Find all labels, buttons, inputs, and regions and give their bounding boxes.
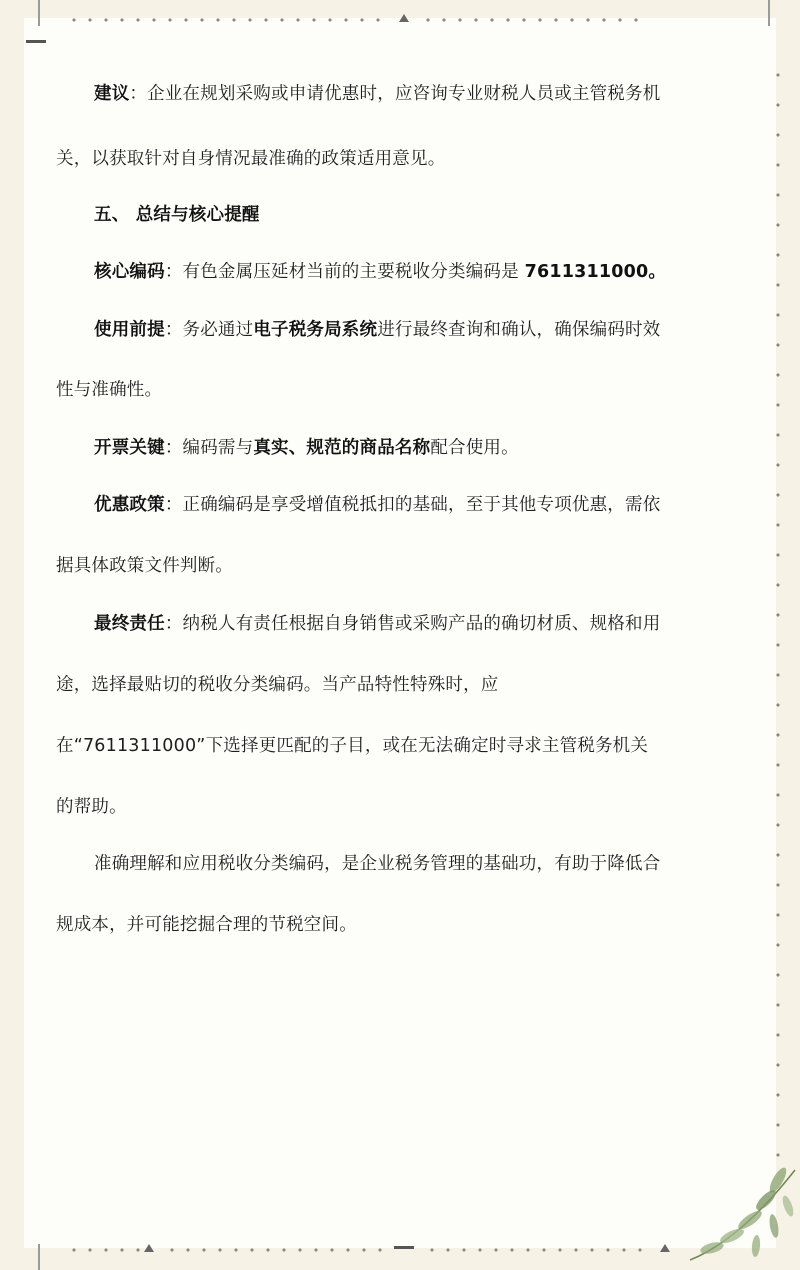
bottom-triangle-icon-1 — [144, 1244, 154, 1252]
text-span: ：有色金属压延材当前的主要税收分类编码是 — [164, 262, 525, 282]
text-span: ：正确编码是享受增值税抵扣的基础，至于其他专项优惠，需依 — [164, 495, 661, 515]
frame-corner-tl — [38, 0, 40, 26]
text-span: 配合使用。 — [430, 438, 519, 458]
bottom-dot-row-3 — [424, 1248, 654, 1252]
paragraph-responsibility-line-3: 在“7611311000”下选择更匹配的子目，或在无法确定时寻求主管税务机关 — [56, 736, 649, 756]
leaf-branch-icon — [670, 1160, 800, 1270]
label-premise: 使用前提 — [94, 320, 165, 340]
label-advice: 建议 — [94, 84, 130, 104]
paragraph-responsibility-line-1 — [56, 610, 660, 635]
text-span: ：编码需与 — [164, 438, 254, 458]
right-dot-column — [776, 60, 780, 1180]
label-responsibility: 最终责任 — [94, 614, 165, 634]
label-policy: 优惠政策 — [94, 495, 165, 515]
paragraph-conclusion-line-1: 准确理解和应用税收分类编码，是企业税务管理的基础功，有助于降低合 — [94, 854, 661, 874]
etax-system-term: 电子税务局系统 — [253, 320, 378, 340]
paragraph-advice-line-1 — [56, 80, 660, 105]
paragraph-premise-line-1 — [56, 316, 660, 341]
text-span: ：企业在规划采购或申请优惠时，应咨询专业财税人员或主管税务机 — [129, 84, 661, 104]
paragraph-invoice-key — [56, 434, 519, 459]
bottom-triangle-icon-2 — [660, 1244, 670, 1252]
paragraph-advice-line-2: 关，以获取针对自身情况最准确的政策适用意见。 — [56, 149, 446, 169]
paragraph-premise-line-2: 性与准确性。 — [56, 380, 163, 400]
top-triangle-icon — [399, 14, 409, 22]
top-dot-row-right — [420, 18, 650, 22]
bottom-dot-row-2 — [164, 1248, 386, 1252]
paragraph-conclusion-line-2: 规成本，并可能挖掘合理的节税空间。 — [56, 915, 357, 935]
tax-code-value: 7611311000。 — [524, 262, 667, 282]
bottom-dot-row-1 — [66, 1248, 142, 1252]
label-invoice-key: 开票关键 — [94, 438, 165, 458]
section-heading: 五、 总结与核心提醒 — [94, 205, 260, 225]
frame-dash-left — [26, 40, 46, 43]
product-name-term: 真实、规范的商品名称 — [253, 438, 431, 458]
paragraph-responsibility-line-2: 途，选择最贴切的税收分类编码。当产品特性特殊时，应 — [56, 675, 499, 695]
label-core-code: 核心编码 — [94, 262, 165, 282]
frame-corner-tr — [768, 0, 770, 26]
paragraph-core-code — [56, 258, 666, 283]
text-span: 进行最终查询和确认，确保编码时效 — [377, 320, 661, 340]
frame-corner-bl — [38, 1244, 40, 1270]
text-span: ：纳税人有责任根据自身销售或采购产品的确切材质、规格和用 — [164, 614, 661, 634]
paragraph-policy-line-1 — [56, 491, 660, 516]
paragraph-policy-line-2: 据具体政策文件判断。 — [56, 556, 233, 576]
top-dot-row-left — [66, 18, 388, 22]
paragraph-responsibility-line-4: 的帮助。 — [56, 797, 127, 817]
text-span: ：务必通过 — [164, 320, 254, 340]
bottom-dash — [394, 1246, 414, 1249]
